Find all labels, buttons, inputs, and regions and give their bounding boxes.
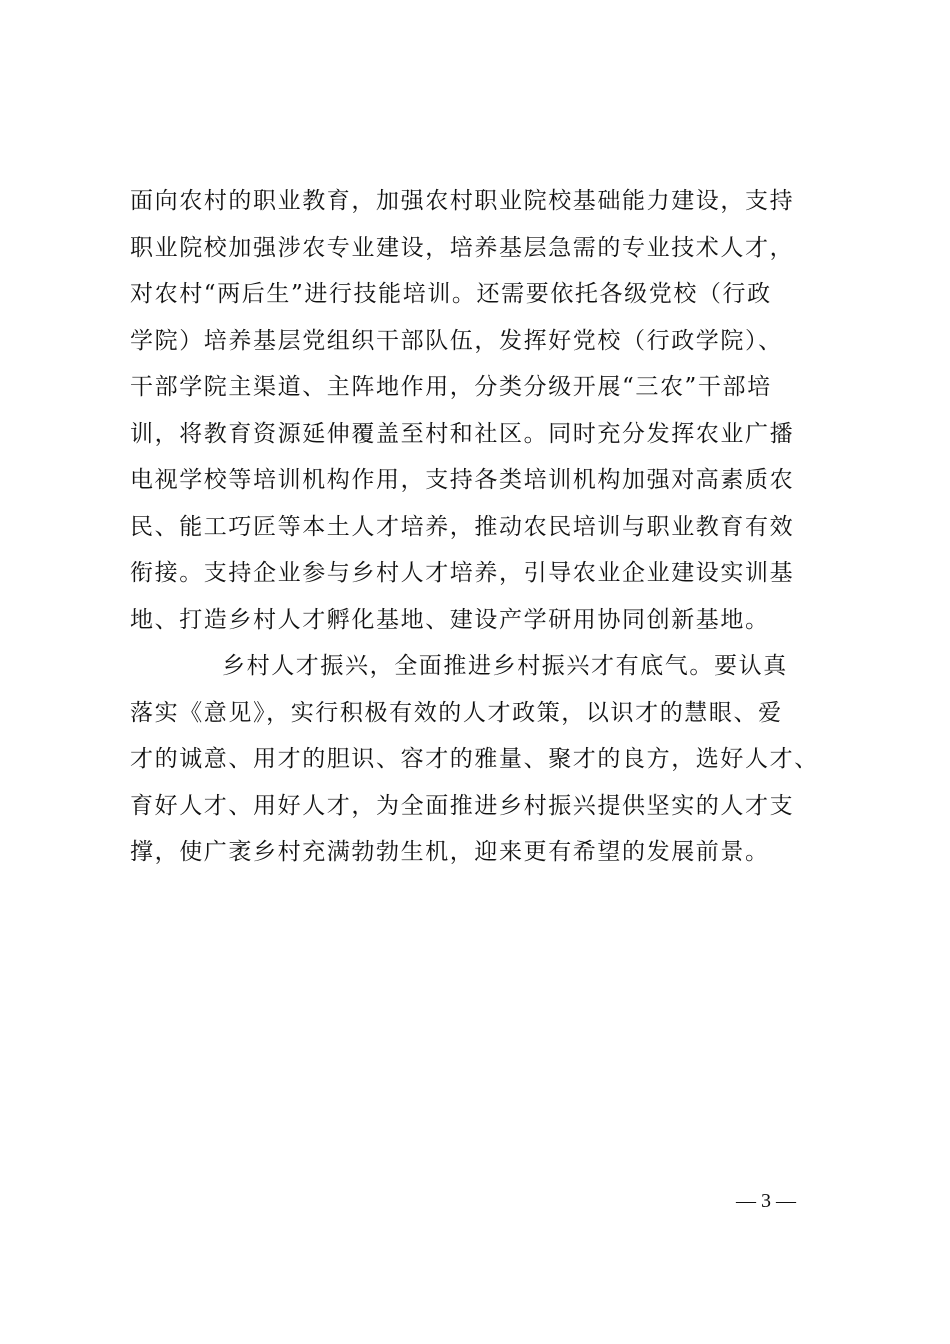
text-line: 衔接。支持企业参与乡村人才培养，引导农业企业建设实训基 [130,560,795,586]
paragraph-1 [130,178,860,643]
text-line: 地、打造乡村人才孵化基地、建设产学研用协同创新基地。 [130,606,770,633]
body-text [130,178,860,876]
text-line: 才的诚意、用才的胆识、容才的雅量、聚才的良方，选好人才、 [130,746,819,772]
text-line: 育好人才、用好人才，为全面推进乡村振兴提供坚实的人才支 [130,792,795,819]
text-line: 学院）培养基层党组织干部队伍，发挥好党校（行政学院）、 [130,327,783,354]
text-line: 面向农村的职业教育，加强农村职业院校基础能力建设，支持 [130,188,795,214]
text-line: 职业院校加强涉农专业建设，培养基层急需的专业技术人才， [130,234,795,261]
page-number: — 3 — [736,1190,796,1212]
text-line: 民、能工巧匠等本土人才培养，推动农民培训与职业教育有效 [130,513,795,540]
text-line: 撑，使广袤乡村充满勃勃生机，迎来更有希望的发展前景。 [130,839,770,865]
text-line: 乡村人才振兴，全面推进乡村振兴才有底气。要认真 [222,653,788,679]
text-line: 干部学院主渠道、主阵地作用，分类分级开展“三农”干部培 [130,374,772,400]
paragraph-2 [130,643,860,876]
text-line: 对农村“两后生”进行技能培训。还需要依托各级党校（行政 [130,281,772,307]
text-line: 训，将教育资源延伸覆盖至村和社区。同时充分发挥农业广播 [130,420,795,447]
text-line: 落实《意见》，实行积极有效的人才政策，以识才的慧眼、爱 [130,699,783,726]
text-line: 电视学校等培训机构作用，支持各类培训机构加强对高素质农 [130,467,795,493]
